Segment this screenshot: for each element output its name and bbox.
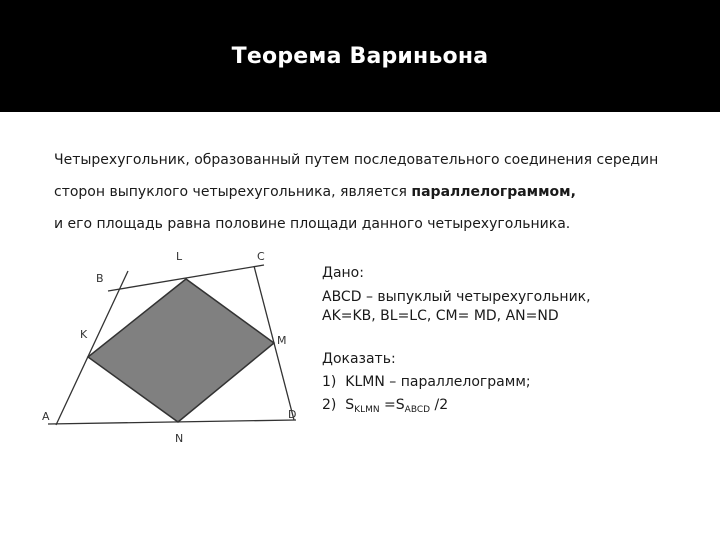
statement-line-2	[54, 184, 576, 200]
side-AD	[48, 420, 296, 424]
prove-heading: Доказать:	[322, 351, 396, 367]
area-symbol-1: S	[345, 397, 355, 413]
prove-item-1-text: KLMN – параллелограмм;	[345, 374, 531, 390]
title-bar	[0, 0, 720, 112]
area-divide: /2	[430, 397, 449, 413]
given-heading: Дано:	[322, 265, 364, 281]
prove-item-2	[322, 396, 448, 419]
label-L: L	[176, 250, 183, 263]
label-A: A	[42, 410, 50, 423]
prove-item-2-number: 2)	[322, 397, 337, 413]
statement-line-2-text: сторон выпуклого четырехугольника, является	[54, 184, 412, 200]
label-D: D	[288, 408, 297, 421]
statement-line-1: Четырехугольник, образованный путем последовательного соединения середин	[54, 152, 659, 168]
statement-line-3: и его площадь равна половине площади данного четырехугольника.	[54, 216, 571, 232]
area-equals: =S	[379, 397, 405, 413]
parallelogram-KLMN	[88, 279, 274, 422]
prove-item-1-number: 1)	[322, 374, 337, 390]
label-N: N	[175, 432, 184, 445]
slide-title: Теорема Вариньона	[231, 44, 489, 69]
area-subscript-klmn: KLMN	[354, 405, 380, 415]
label-B: B	[96, 272, 104, 285]
label-K: K	[80, 328, 88, 341]
area-subscript-abcd: ABCD	[404, 405, 431, 415]
given-line-1: ABCD – выпуклый четырехугольник,	[322, 289, 591, 305]
varignon-figure	[36, 246, 326, 456]
prove-item-1	[322, 373, 531, 391]
label-M: M	[277, 334, 287, 347]
given-line-2: AK=KB, BL=LC, CM= MD, AN=ND	[322, 308, 559, 324]
label-C: C	[257, 250, 265, 263]
statement-keyword: параллелограммом,	[411, 184, 576, 200]
